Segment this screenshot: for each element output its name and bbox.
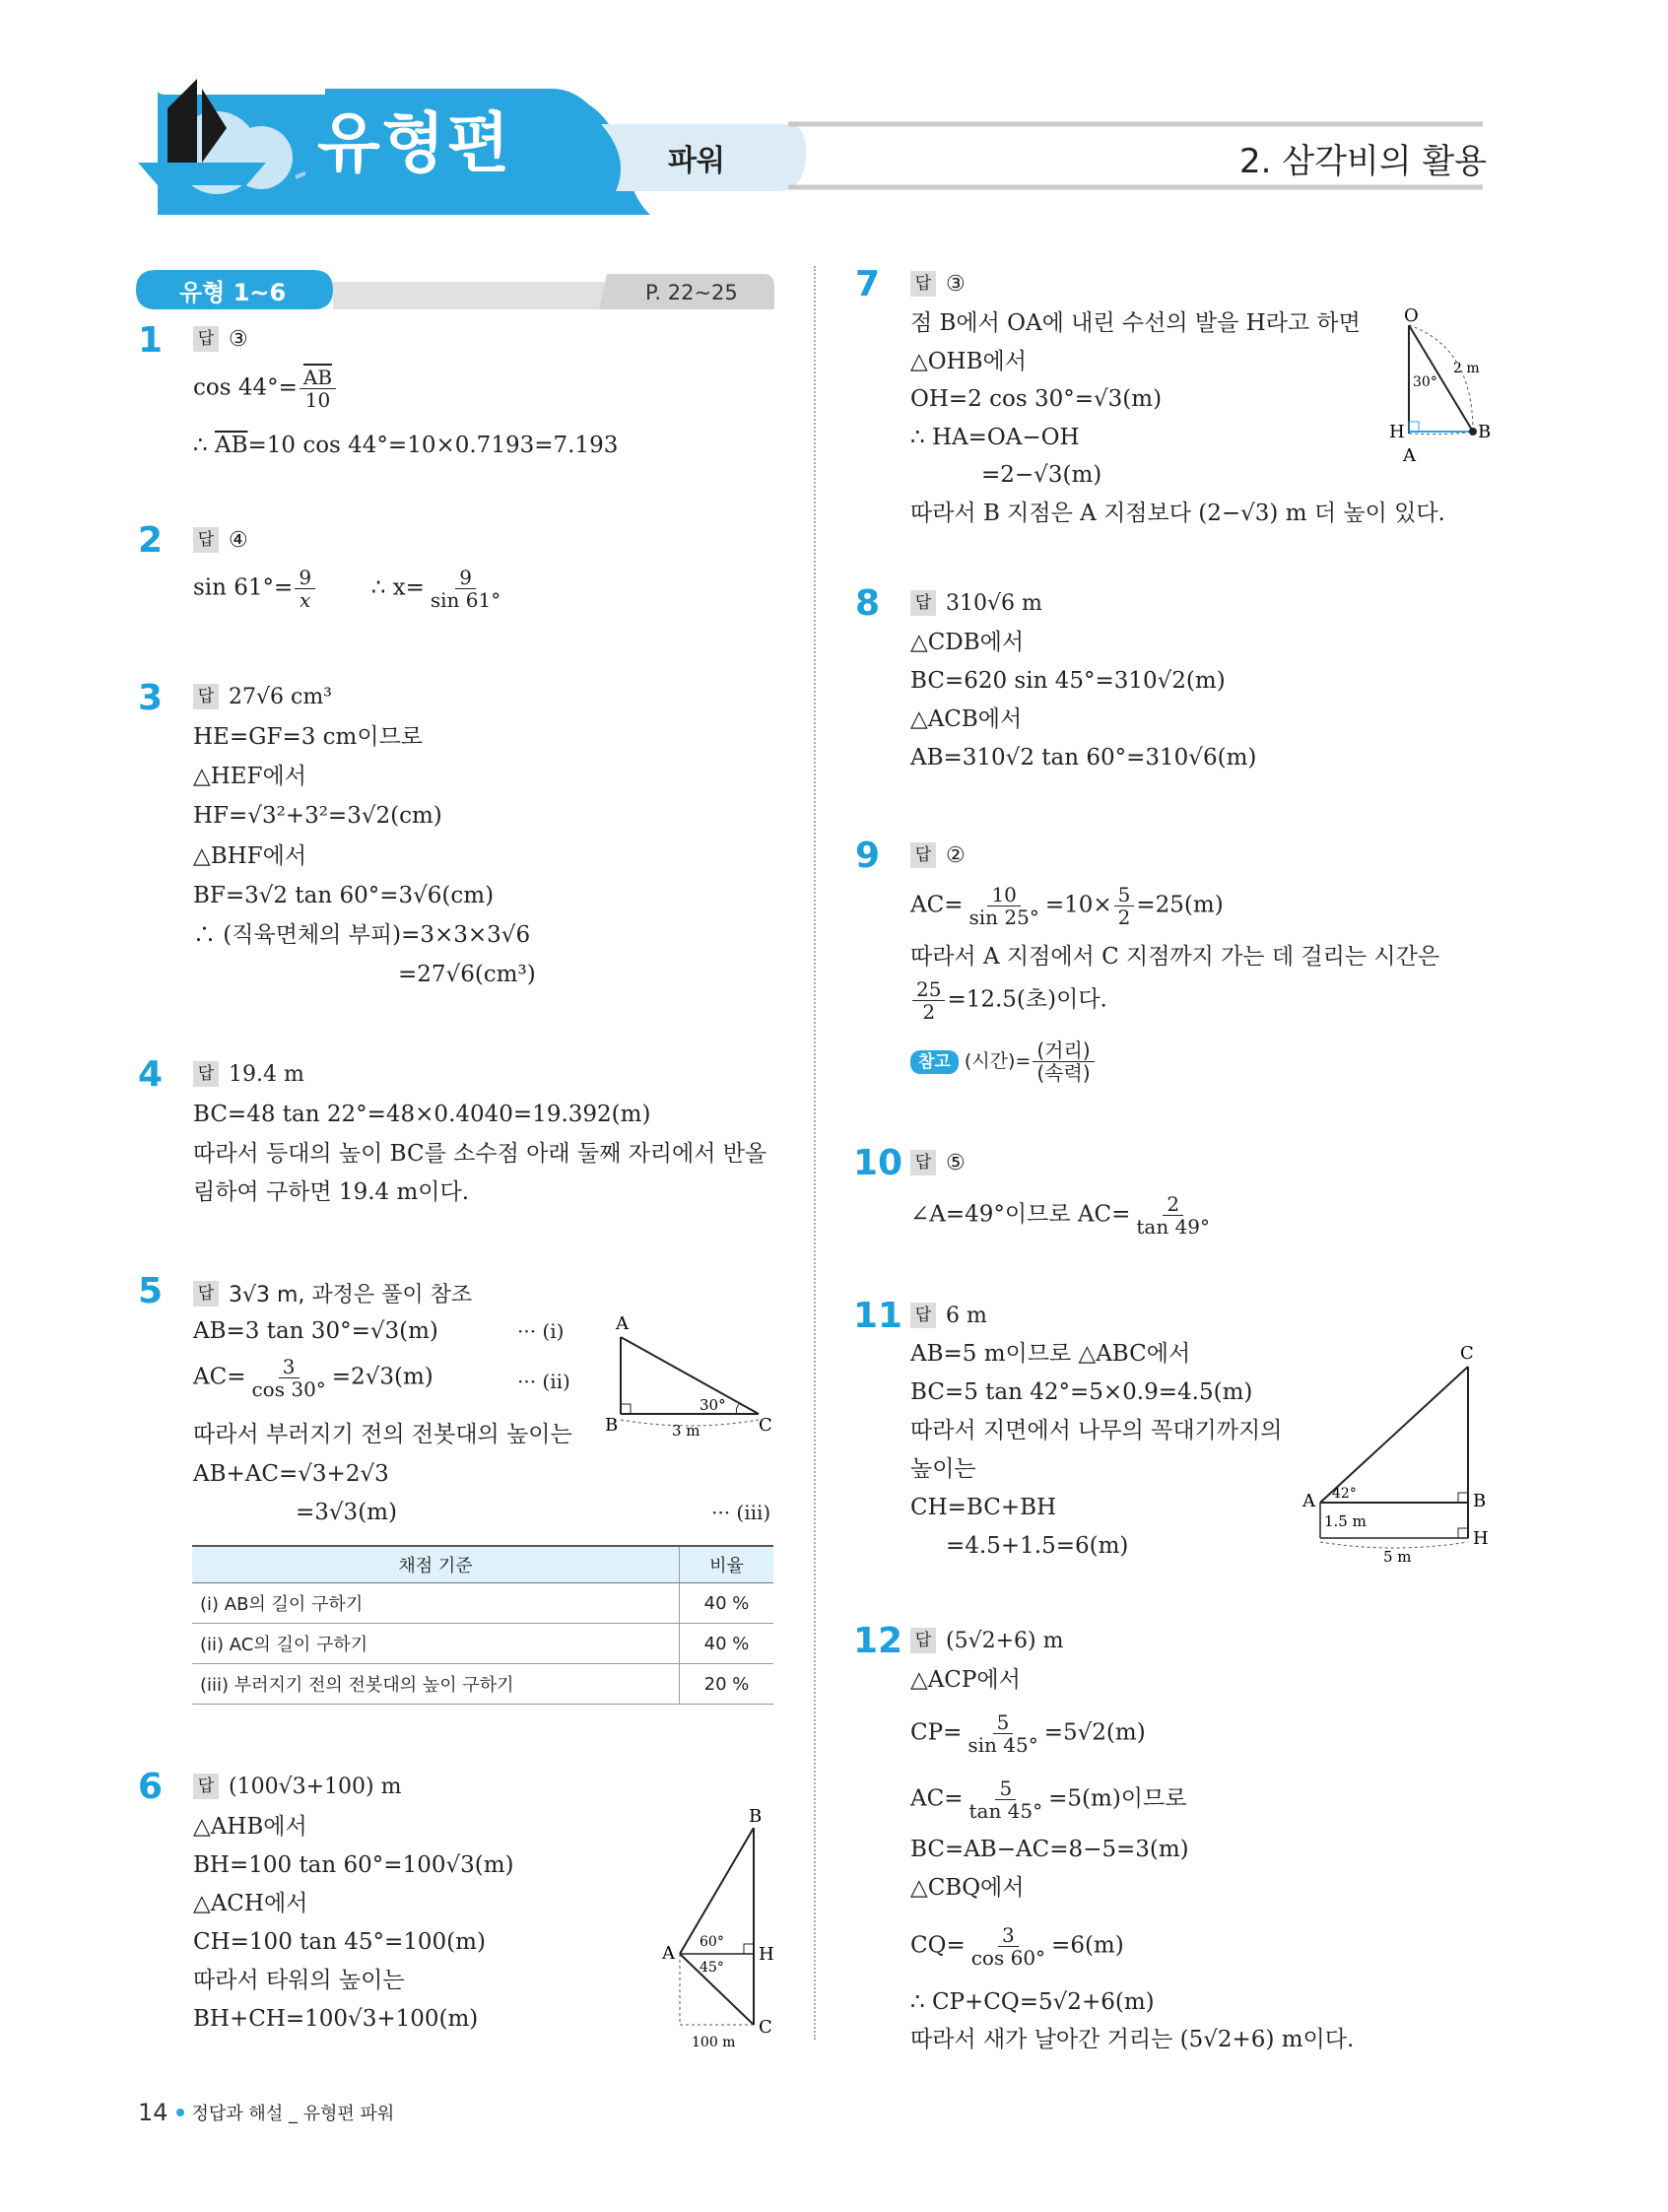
section-label: 유형 1~6 (179, 279, 287, 306)
fig-label: 30° (700, 1396, 726, 1414)
fig-label: H (1473, 1528, 1489, 1549)
problem-7-number: 7 (855, 264, 881, 304)
p11-tree-figure (1301, 1345, 1498, 1572)
fig-label: 1.5 m (1324, 1512, 1367, 1530)
p12-line-5: △CBQ에서 (910, 1875, 1025, 1901)
p12-line-3: AC= $\frac{5}{\tan 45^\circ}$ =5(m)이므로 (910, 1776, 1187, 1823)
p5-marker-2: ··· (ii) (517, 1370, 570, 1393)
problem-8-number: 8 (855, 583, 881, 624)
p4-line: 따라서 등대의 높이 BC를 소수점 아래 둘째 자리에서 반올 (193, 1141, 767, 1167)
p11-line: 따라서 지면에서 나무의 꼭대기까지의 (910, 1418, 1283, 1443)
p7-line: =2−√3(m) (981, 462, 1102, 488)
answer-text: ③ (229, 326, 248, 352)
p5-line-1: AB=3 tan 30°=√3(m) (193, 1318, 438, 1344)
fig-label: B (1478, 422, 1492, 442)
p5-line-3: 따라서 부러지기 전의 전봇대의 높이는 (193, 1422, 572, 1447)
p4-line: BC=48 tan 22°=48×0.4040=19.392(m) (193, 1102, 651, 1127)
p5-line-4: AB+AC=√3+2√3 (193, 1461, 389, 1487)
fig-label: 45° (700, 1960, 724, 1976)
table-row: (ii) AC의 길이 구하기 40 % (192, 1624, 773, 1664)
p7-line: 따라서 B 지점은 A 지점보다 (2−√3) m 더 높이 있다. (910, 501, 1445, 526)
problem-1-answer: 답 ③ (193, 326, 248, 352)
p6-tower-figure (650, 1808, 788, 2064)
fig-label: 42° (1332, 1486, 1357, 1502)
p3-line: △HEF에서 (193, 764, 306, 789)
p11-line: BC=5 tan 42°=5×0.9=4.5(m) (910, 1379, 1253, 1405)
p3-line: ∴ (직육면체의 부피)=3×3×3√6 (193, 922, 531, 948)
p11-line: 높이는 (910, 1456, 976, 1482)
fig-label: H (1389, 422, 1405, 442)
problem-5-number: 5 (138, 1271, 164, 1311)
p8-line: △CDB에서 (910, 630, 1025, 655)
p8-line: △ACB에서 (910, 706, 1023, 732)
fig-label: C (759, 1415, 772, 1436)
fig-label: O (1404, 307, 1419, 326)
p11-line: AB=5 m이므로 △ABC에서 (910, 1341, 1191, 1367)
p5-marker-3: ··· (iii) (711, 1501, 771, 1524)
fig-label: A (616, 1315, 629, 1334)
footer-text: 정답과 해설 _ 유형편 파워 (191, 2104, 395, 2124)
p5-marker-1: ··· (i) (517, 1319, 565, 1343)
p1-line-2: ∴ $\overline{AB}=10$ cos 44°=10×0.7193=7.193 (193, 433, 619, 458)
p12-line-1: △ACP에서 (910, 1667, 1021, 1693)
p6-line: BH=100 tan 60°=100√3(m) (193, 1852, 514, 1878)
fig-label: 2 m (1453, 361, 1480, 376)
p12-line-4: BC=AB−AC=8−5=3(m) (910, 1837, 1189, 1862)
problem-12-number: 12 (853, 1621, 903, 1661)
p6-line: △AHB에서 (193, 1814, 307, 1840)
p8-line: AB=310√2 tan 60°=310√6(m) (910, 745, 1257, 771)
p7-line: ∴ HA=OA−OH (910, 425, 1080, 450)
footer (138, 2099, 394, 2126)
p6-line: △ACH에서 (193, 1891, 308, 1916)
p9-note: 참고 (시간)= $\frac{\text{(거리)}}{\text{(속력)}}$ (910, 1039, 1097, 1084)
fig-label: B (605, 1415, 619, 1436)
section-pages: P. 22~25 (645, 281, 738, 304)
p6-line: BH+CH=100√3+100(m) (193, 2006, 479, 2032)
problem-9-number: 9 (855, 836, 881, 876)
problem-11-number: 11 (853, 1296, 903, 1336)
grading-header-ratio: 비율 (680, 1546, 773, 1583)
problem-4-answer: 답 19.4 m (193, 1061, 304, 1087)
p12-line-6: CQ= $\frac{3}{\cos 60^\circ}$ =6(m) (910, 1923, 1124, 1970)
fig-label: A (662, 1943, 675, 1964)
column-divider (814, 266, 817, 2040)
problem-1-number: 1 (138, 320, 164, 361)
fig-label: 100 m (692, 2035, 736, 2050)
p3-line: BF=3√2 tan 60°=3√6(cm) (193, 883, 495, 908)
problem-7-answer: 답 ③ (910, 271, 966, 297)
p5-line-2: AC= $\frac{3}{\cos 30^\circ}$ =2√3(m) (193, 1355, 434, 1401)
p11-line: CH=BC+BH (910, 1495, 1057, 1520)
p8-line: BC=620 sin 45°=310√2(m) (910, 668, 1226, 694)
p6-line: 따라서 타워의 높이는 (193, 1968, 405, 1993)
problem-2-number: 2 (138, 520, 164, 561)
p10-line-1: ∠A=49°이므로 AC= $\frac{2}{\tan 49^\circ}$ (910, 1192, 1211, 1239)
header-tab: 파워 (668, 144, 725, 178)
problem-10-answer: 답 ⑤ (910, 1150, 966, 1175)
p7-line: △OHB에서 (910, 349, 1027, 374)
p9-line-3: $\frac{25}{2}$ =12.5(초)이다. (910, 978, 1107, 1023)
table-row: (i) AB의 길이 구하기 40 % (192, 1583, 773, 1624)
p11-line: =4.5+1.5=6(m) (946, 1533, 1129, 1559)
fig-label: 60° (700, 1934, 724, 1950)
problem-6-answer: 답 (100√3+100) m (193, 1774, 401, 1799)
bullet-icon (176, 2109, 184, 2116)
problem-6-number: 6 (138, 1767, 164, 1807)
problem-3-number: 3 (138, 678, 164, 718)
p9-line-1: AC= $\frac{10}{\sin 25^\circ}$ =10× $\frac{5}{2}$ =25(m) (910, 883, 1224, 929)
p3-line: =27√6(cm³) (398, 962, 536, 987)
fig-label: C (1460, 1345, 1474, 1364)
problem-5-answer: 답 3√3 m, 과정은 풀이 참조 (193, 1278, 472, 1308)
p3-line: HF=√3²+3²=3√2(cm) (193, 803, 442, 829)
p3-line: △BHF에서 (193, 843, 307, 869)
p7-line: 점 B에서 OA에 내린 수선의 발을 H라고 하면 (910, 310, 1361, 336)
p12-line-8: 따라서 새가 날아간 거리는 (5√2+6) m이다. (910, 2027, 1355, 2052)
fig-label: A (1302, 1491, 1315, 1511)
p1-line-1: cos 44°= $\frac{\overline{AB}}{10}$ (193, 367, 338, 411)
p12-line-7: ∴ CP+CQ=5√2+6(m) (910, 1989, 1155, 2015)
problem-10-number: 10 (853, 1143, 903, 1183)
p9-line-2: 따라서 A 지점에서 C 지점까지 가는 데 걸리는 시간은 (910, 944, 1440, 970)
problem-3-answer: 답 27√6 cm³ (193, 684, 332, 709)
note-badge: 참고 (910, 1050, 959, 1074)
problem-11-answer: 답 6 m (910, 1303, 987, 1328)
fig-label: C (759, 2017, 772, 2038)
fig-label: 3 m (672, 1422, 701, 1440)
fig-label: 5 m (1383, 1548, 1412, 1566)
sailboat-logo-icon (128, 69, 305, 197)
p12-line-2: CP= $\frac{5}{\sin 45^\circ}$ =5√2(m) (910, 1710, 1146, 1757)
fig-label: B (749, 1808, 763, 1827)
problem-9-answer: 답 ② (910, 842, 966, 868)
p3-line: HE=GF=3 cm이므로 (193, 724, 424, 750)
grading-header-criterion: 채점 기준 (192, 1546, 680, 1583)
header-title: 유형편 (317, 105, 512, 181)
fig-label: B (1473, 1491, 1487, 1511)
chapter-title: 2. 삼각비의 활용 (1239, 142, 1488, 181)
fig-label: 30° (1413, 374, 1437, 390)
fig-label: H (759, 1944, 774, 1965)
p5-line-5: =3√3(m) (296, 1500, 397, 1525)
grading-table (192, 1545, 773, 1705)
table-row: (iii) 부러지기 전의 전봇대의 높이 구하기 20 % (192, 1664, 773, 1705)
page-number: 14 (138, 2099, 168, 2126)
problem-2-answer: 답 ④ (193, 527, 248, 553)
problem-8-answer: 답 310√6 m (910, 590, 1042, 616)
p5-triangle-figure (601, 1315, 778, 1443)
problem-12-answer: 답 (5√2+6) m (910, 1628, 1063, 1653)
p4-line: 림하여 구하면 19.4 m이다. (193, 1179, 470, 1205)
fig-label: A (1403, 445, 1416, 466)
p6-line: CH=100 tan 45°=100(m) (193, 1929, 486, 1955)
p2-line-1: sin 61°= $\frac{9}{x}$ ∴ x= $\frac{9}{\sin 61^\circ}$ (193, 566, 501, 612)
p7-line: OH=2 cos 30°=√3(m) (910, 386, 1163, 412)
problem-4-number: 4 (138, 1054, 164, 1095)
p7-pendulum-figure (1379, 307, 1498, 475)
